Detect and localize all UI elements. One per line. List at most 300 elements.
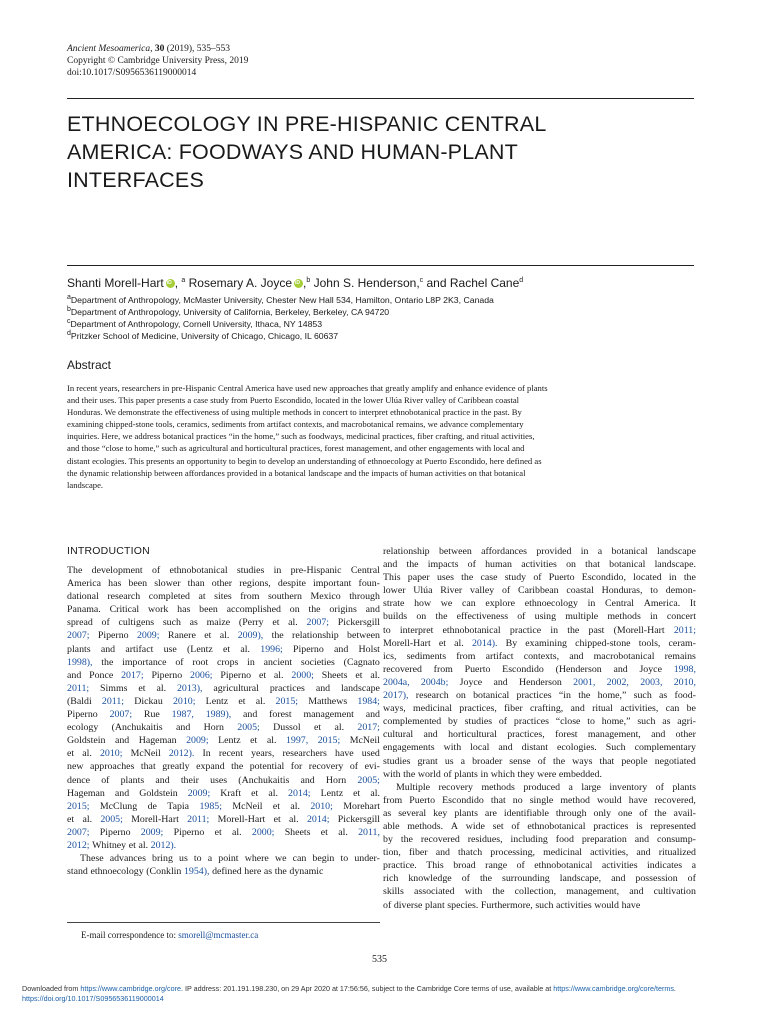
text-word: 2009; [136, 630, 160, 642]
text-word: ritualized [658, 847, 696, 859]
text-word: 2014). [471, 637, 498, 649]
text-word: Ranere [167, 630, 196, 642]
text-word: such [633, 690, 652, 702]
text-word: of [517, 611, 526, 623]
email-link[interactable]: smorell@mcmaster.ca [178, 930, 259, 940]
text-word: a [691, 860, 696, 872]
text-word: crafting, [530, 703, 564, 715]
text-word: (Henderson [555, 663, 602, 675]
author-name[interactable]: Shanti Morell-Hart [67, 276, 164, 290]
text-word: broader [472, 755, 503, 767]
text-word: 2012; [67, 839, 90, 851]
text-word: ethnobotanical [169, 565, 228, 576]
text-word: distant [521, 742, 548, 754]
text-word: 2012). [168, 748, 195, 760]
text-word: from [456, 650, 476, 662]
text-word: ethnoecology [524, 598, 578, 610]
text-line: inquiries. Here, we address botanical practices “in the home,” such as foodways, medicinal practices, fiber crafting, and ritual activities, [67, 431, 535, 442]
text-line [67, 669, 380, 682]
text-word: et [438, 637, 447, 649]
text-word: effectiveness [456, 611, 509, 623]
text-word: 1989), [205, 709, 232, 721]
text-word: artifact [485, 650, 514, 662]
text-word: the [461, 572, 474, 584]
orcid-icon[interactable] [166, 279, 175, 288]
text-word: other [675, 729, 696, 741]
text-word: advances [109, 853, 146, 865]
text-word: 2017; [357, 722, 380, 734]
text-word: et [320, 826, 328, 838]
text-word: be [686, 703, 696, 715]
page-number: 535 [372, 954, 387, 965]
text-word: of [461, 873, 470, 885]
text-word: as [263, 866, 273, 878]
text-word: et [251, 787, 259, 799]
text-word: identifiable [503, 807, 549, 819]
text-line [383, 755, 696, 768]
text-line [383, 702, 696, 715]
text-word: (Conklin [146, 866, 182, 878]
affiliation-superscript: c [67, 318, 71, 326]
journal-doi[interactable]: doi:10.1017/S0956536119000014 [67, 68, 197, 78]
text-word: America [67, 578, 101, 590]
text-word: agri- [677, 716, 696, 728]
author-superscript: d [519, 277, 524, 284]
text-word: in [650, 611, 658, 623]
text-word: Ponce [89, 669, 114, 681]
affiliation-item [67, 330, 494, 342]
text-word: and [365, 709, 380, 721]
text-word: that [585, 559, 600, 571]
text-word: and [300, 774, 315, 786]
text-word: practice [509, 624, 542, 636]
title-top-rule [67, 98, 694, 99]
text-word: to [340, 853, 349, 865]
text-word: pre-Hispanic [290, 565, 342, 576]
text-word: Puerto [548, 572, 575, 584]
text-word: Piperno [220, 669, 252, 681]
text-word: practices [269, 682, 305, 694]
text-word: would [597, 794, 622, 806]
text-line [67, 865, 380, 878]
text-word: et [250, 735, 258, 747]
text-word: tion, [383, 847, 401, 859]
text-word: negotiated [654, 755, 696, 767]
text-word: and [100, 643, 116, 655]
text-word: of [516, 860, 525, 872]
text-word: 1985; [199, 800, 222, 812]
text-word: et [138, 682, 146, 694]
text-word: Rue [143, 709, 160, 721]
text-word: impacts [427, 559, 459, 571]
text-word: ecology [67, 722, 99, 734]
text-word: between [347, 630, 380, 642]
text-word: the [308, 604, 321, 616]
text-word: 1998), [67, 656, 93, 668]
text-word: from [383, 794, 403, 806]
text-word: fiber [504, 703, 523, 715]
text-word: botanical [609, 559, 646, 571]
text-word: complemented [383, 716, 442, 728]
text-word: the [231, 761, 244, 773]
text-word: (Cagnato [343, 656, 380, 668]
text-word: world [417, 768, 441, 780]
text-word: and [493, 676, 508, 688]
text-line [383, 545, 696, 558]
text-word: slower [154, 578, 181, 590]
text-word: botanical [611, 546, 648, 557]
text-word: in [247, 656, 255, 668]
text-word: sense [509, 755, 531, 767]
text-word: importance [122, 656, 167, 668]
text-word: of [467, 559, 476, 571]
text-word: activities [601, 860, 638, 872]
text-word: and [176, 722, 191, 734]
text-word: Honduras, [601, 585, 643, 597]
text-line: the dynamic relationship between affordances provided in a botanical landscape and the impacts of human activities on that botanical [67, 467, 526, 478]
text-word: possession [635, 873, 678, 885]
section-heading: INTRODUCTION [67, 545, 150, 557]
text-word: By [505, 637, 518, 649]
text-word: stand [67, 866, 88, 878]
text-word: work [148, 604, 169, 616]
text-word: medicinal [543, 847, 583, 859]
text-word: on [455, 690, 466, 702]
text-word: Lentz [320, 787, 344, 799]
text-line [383, 859, 696, 872]
text-word: the [654, 807, 667, 819]
text-word: expand [196, 761, 225, 773]
text-word: 1984; [357, 695, 380, 707]
text-word: been [199, 604, 218, 616]
text-word: large [581, 781, 601, 793]
text-word: al. [268, 787, 278, 799]
text-word: medicinal [413, 703, 452, 715]
affiliation-text: Department of Anthropology, McMaster University, Chester New Hall 534, Hamilton, Ontario L8P 2K3, Canada [70, 295, 494, 305]
text-word: to [193, 853, 202, 865]
text-word: use [163, 643, 177, 655]
text-word: sites [214, 591, 232, 603]
text-word: “close [555, 716, 581, 728]
text-word: Morell-Hart [131, 813, 179, 825]
text-word: Puerto [409, 794, 436, 806]
text-word: management, [587, 729, 641, 741]
text-word: McNeil [130, 748, 161, 760]
text-word: a [597, 546, 603, 557]
text-word: of [687, 873, 696, 885]
affiliation-superscript: b [67, 306, 71, 314]
text-line [383, 781, 696, 794]
affiliation-superscript: d [67, 330, 71, 338]
text-word: (Anchukaitis [238, 774, 290, 786]
text-word: of [501, 585, 511, 597]
text-word: of [151, 565, 161, 576]
text-word: the [492, 886, 505, 898]
text-word: and [114, 735, 130, 747]
text-word: completed [148, 591, 190, 603]
text-line: examining chipped-stone tools, ceramics, sediments from artifact contexts, and macrobotanical remains, we advance complementary [67, 419, 524, 430]
text-word: in [668, 572, 677, 584]
text-word: practices, [459, 703, 497, 715]
text-word: 1996; [260, 643, 283, 655]
text-word: ethnobotanical [534, 860, 593, 872]
text-word: Panama. [67, 604, 101, 616]
text-word: dational [67, 591, 99, 603]
text-word: et [214, 826, 222, 838]
text-word: a [460, 755, 466, 767]
text-word: coastal [566, 585, 594, 597]
download-text: . IP address: 201.191.198.230, on 29 Apr 2020 at 17:56:56, subject to the Cambridge Core terms of use, available at [181, 984, 554, 993]
text-word: Piperno [151, 669, 183, 681]
text-word: can [461, 598, 476, 610]
orcid-icon[interactable] [294, 279, 303, 288]
text-word: inventory [609, 781, 648, 793]
text-word: has [177, 604, 191, 616]
text-word: affordances [481, 546, 528, 557]
text-line [383, 728, 696, 741]
text-word: 2010, [673, 676, 696, 688]
text-word: researchers [282, 748, 327, 760]
text-word: al. [156, 682, 167, 694]
text-word: people [621, 755, 648, 767]
text-line [383, 741, 696, 754]
footnote-rule [67, 922, 380, 923]
text-word: through [555, 807, 587, 819]
text-word: such [162, 617, 181, 629]
text-word: 1998, [673, 663, 696, 675]
text-word: Mexico [310, 591, 341, 603]
text-word: 2013), [176, 682, 203, 694]
text-word: al. [82, 813, 93, 825]
title-line: ETHNOECOLOGY IN PRE-HISPANIC CENTRAL [67, 112, 547, 136]
text-word: is [636, 820, 643, 832]
text-word: such [637, 716, 656, 728]
text-word: contexts, [523, 650, 560, 662]
affiliation-item [67, 318, 494, 330]
text-word: and [651, 729, 666, 741]
text-word: recovery [438, 781, 473, 793]
text-word: botanical [473, 690, 510, 702]
text-word: Piperno [67, 709, 98, 721]
text-word: agricultural [213, 682, 259, 694]
text-word: practices [516, 690, 552, 702]
text-word: practices [593, 820, 629, 832]
text-word: and [611, 873, 626, 885]
text-word: Sheets [284, 826, 311, 838]
text-word: and [365, 604, 380, 616]
text-word: plants [67, 643, 91, 655]
text-word: able [383, 820, 400, 832]
text-word: 1987, [171, 709, 194, 721]
text-word: food- [674, 690, 696, 702]
text-line [383, 807, 696, 820]
text-word: through [349, 591, 380, 603]
text-word: provided [536, 546, 572, 557]
text-word: as [659, 690, 668, 702]
text-word: the [406, 559, 419, 571]
text-word: root [192, 656, 209, 668]
text-word: ethnoecology [90, 866, 144, 878]
text-word: between [438, 546, 472, 557]
text-word: us [444, 755, 454, 767]
text-word: Multiple [396, 781, 431, 793]
text-word: range [485, 860, 508, 872]
text-word: consump- [656, 834, 696, 846]
text-word: and [334, 643, 349, 655]
text-word: collection, [514, 886, 557, 898]
text-word: set [492, 820, 504, 832]
cambridge-core-link[interactable]: https://www.cambridge.org/core [80, 984, 182, 993]
text-word: Lentz [218, 735, 241, 747]
text-word: to [383, 624, 391, 636]
text-word: et [238, 695, 246, 707]
text-word: the [400, 834, 413, 846]
text-word: with [443, 742, 462, 754]
text-word: lower [383, 585, 406, 597]
text-word: broad [453, 860, 476, 872]
text-word: such [535, 899, 554, 911]
text-word: in [273, 565, 282, 576]
text-word: et [272, 617, 280, 629]
text-word: Horn [203, 722, 224, 734]
text-word: Ulúa [413, 585, 433, 597]
text-word: ways [572, 755, 593, 767]
text-word: 2011; [673, 624, 696, 636]
text-word: al. [138, 839, 149, 851]
text-word: the [435, 611, 448, 623]
text-word: they [517, 768, 535, 780]
text-line [383, 650, 696, 663]
author-name[interactable]: Rachel Cane [449, 276, 520, 290]
text-word: which [490, 768, 515, 780]
text-word: activities, [620, 703, 659, 715]
journal-year-pages: (2019), 535–553 [166, 44, 231, 54]
text-word: case [480, 572, 498, 584]
author-name[interactable]: John S. Henderson, [313, 276, 420, 290]
text-word: of [511, 820, 520, 832]
text-word: we [440, 598, 453, 610]
text-word: Pickersgill [337, 813, 380, 825]
text-word: the [101, 656, 114, 668]
text-word: 2011; [101, 695, 125, 707]
text-word: the [274, 866, 287, 878]
affiliation-item [67, 294, 494, 306]
text-word: landscape, [559, 873, 602, 885]
text-word: ritual [592, 703, 613, 715]
text-word: that [599, 755, 615, 767]
text-word: key [433, 807, 448, 819]
text-word: produced [523, 781, 561, 793]
text-word: al. [266, 735, 277, 747]
text-word: as [189, 617, 198, 629]
text-word: chipped-stone [575, 637, 631, 649]
journal-copyright: Copyright © Cambridge University Press, 2019 [67, 56, 249, 66]
affiliation-text: Pritzker School of Medicine, University of Chicago, Chicago, IL 60637 [70, 331, 339, 341]
title-line: AMERICA: FOODWAYS AND HUMAN-PLANT [67, 140, 518, 164]
text-word: origins [329, 604, 357, 616]
text-word: years, [251, 748, 275, 760]
download-text: . [673, 984, 676, 993]
text-word: 2010; [99, 748, 123, 760]
text-line [67, 564, 380, 577]
text-word: horticultural [448, 729, 497, 741]
text-word: that [140, 761, 156, 773]
author-superscript: c [419, 277, 424, 284]
text-word: begin [312, 853, 335, 865]
text-line [67, 734, 380, 747]
text-word: maize [206, 617, 231, 629]
text-word: 2003, [640, 676, 663, 688]
text-word: Central [604, 598, 635, 610]
text-word: at [198, 591, 206, 603]
title-line: INTERFACES [67, 168, 204, 192]
text-word: plant [424, 899, 445, 911]
text-word: et [355, 669, 363, 681]
text-word: builds [383, 611, 408, 623]
text-word: studies [464, 716, 493, 728]
text-word: residues, [467, 834, 503, 846]
text-word: McClung [99, 800, 138, 812]
text-word: would [594, 899, 619, 911]
text-word: one [618, 807, 633, 819]
text-word: Pickersgill [337, 617, 380, 629]
text-word: has [108, 578, 122, 590]
text-word: as [383, 807, 392, 819]
text-word: foun- [358, 578, 380, 590]
text-word: Such [605, 742, 626, 754]
journal-volume: 30 [154, 44, 165, 54]
text-word: located [633, 572, 662, 584]
text-word: forest [269, 709, 292, 721]
text-word: 2009; [186, 735, 209, 747]
text-word: for [290, 761, 303, 773]
text-word: remains [664, 650, 696, 662]
author-name[interactable]: Rosemary A. Joyce [188, 276, 292, 290]
text-word: examining [525, 637, 567, 649]
text-word: several [398, 807, 427, 819]
text-line [67, 813, 380, 826]
text-word: 1997, [285, 735, 309, 747]
text-line [383, 689, 696, 702]
text-line [67, 826, 380, 839]
text-word: al. [82, 748, 92, 760]
terms-link[interactable]: https://www.cambridge.org/core/terms [553, 984, 674, 993]
text-word: skills [383, 886, 404, 898]
text-word: in [587, 598, 596, 610]
body-column-left [67, 564, 380, 878]
text-word: of [533, 572, 542, 584]
text-line [383, 833, 696, 846]
text-word: used [361, 748, 380, 760]
text-word: ethnobotanical [527, 820, 586, 832]
text-word: with [464, 886, 483, 898]
text-word: landscape. [654, 559, 696, 571]
text-word: multiple [565, 611, 599, 623]
text-word: and [613, 663, 628, 675]
text-word: strate [383, 598, 405, 610]
text-line [383, 676, 696, 689]
text-word: Joyce [639, 663, 662, 675]
text-word: home,” [601, 716, 631, 728]
text-word: processing, [490, 847, 535, 859]
text-word: and [315, 682, 331, 694]
text-line [383, 571, 696, 584]
text-word: plants [454, 807, 478, 819]
text-word: here [244, 866, 262, 878]
text-word: including [510, 834, 548, 846]
doi-link[interactable]: https://doi.org/10.1017/S0956536119000014 [22, 994, 164, 1003]
text-line [383, 584, 696, 597]
